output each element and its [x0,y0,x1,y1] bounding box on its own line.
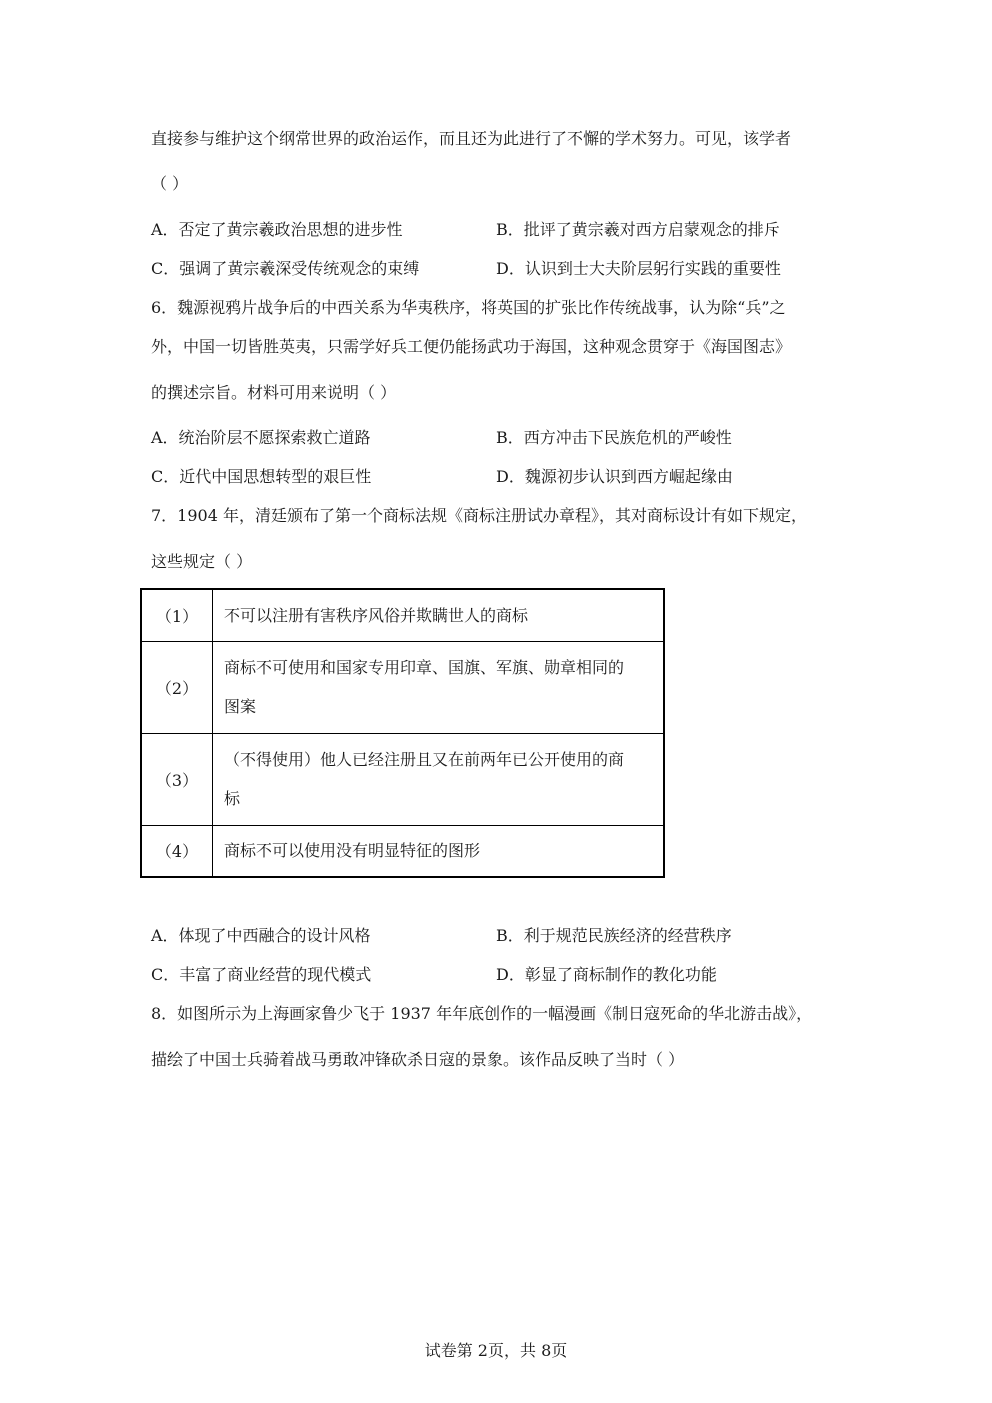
q6-option-a[interactable]: A．统治阶层不愿探索救亡道路 [151,428,371,447]
q7-text-line-1: 7．1904 年，清廷颁布了第一个商标法规《商标注册试办章程》，其对商标设计有如下规定， [151,506,807,525]
rule-text [213,641,665,733]
q6-option-d[interactable]: D．魏源初步认识到西方崛起缘由 [496,467,733,486]
q7-option-a[interactable]: A．体现了中西融合的设计风格 [151,926,371,945]
q6-text-line-1: 6．魏源视鸦片战争后的中西关系为华夷秩序，将英国的扩张比作传统战事，认为除“兵”之 [151,298,786,317]
q8-text-line-2: 描绘了中国士兵骑着战马勇敢冲锋砍杀日寇的景象。该作品反映了当时（ ） [151,1050,685,1069]
table-row [141,733,664,825]
rule-text [213,733,665,825]
rule-number: （1） [141,589,213,641]
q7-option-c[interactable]: C．丰富了商业经营的现代模式 [151,965,372,984]
rule-text-line: （不得使用）他人已经注册且又在前两年已公开使用的商 [224,750,625,769]
q6-text-line-2: 外，中国一切皆胜英夷，只需学好兵工便仍能扬武功于海国，这种观念贯穿于《海国图志》 [151,337,792,356]
q6-text-line-3: 的撰述宗旨。材料可用来说明（ ） [151,383,397,402]
rule-number: （4） [141,825,213,877]
q7-text-line-2: 这些规定（ ） [151,552,253,571]
q5-option-d[interactable]: D．认识到士大夫阶层躬行实践的重要性 [496,259,781,278]
q8-text-line-1: 8．如图所示为上海画家鲁少飞于 1937 年年底创作的一幅漫画《制日寇死命的华北游击战》， [151,1004,813,1023]
rule-text [213,825,665,877]
q7-option-d[interactable]: D．彰显了商标制作的教化功能 [496,965,717,984]
rule-text-line: 图案 [224,697,257,716]
rule-text-line: 标 [224,789,241,808]
rule-text [213,589,665,641]
rule-text-line: 商标不可使用和国家专用印章、国旗、军旗、勋章相同的 [224,658,625,677]
table-row [141,825,664,877]
q6-option-c[interactable]: C．近代中国思想转型的艰巨性 [151,467,372,486]
q5-answer-blank: （ ） [151,174,189,193]
q5-option-a[interactable]: A．否定了黄宗羲政治思想的进步性 [151,220,403,239]
q6-option-b[interactable]: B．西方冲击下民族危机的严峻性 [496,428,732,447]
rule-text-line: 商标不可以使用没有明显特征的图形 [224,841,481,861]
q7-option-b[interactable]: B．利于规范民族经济的经营秩序 [496,926,732,945]
rule-number: （3） [141,733,213,825]
trademark-rules-table [140,588,665,878]
table-row [141,589,664,641]
rule-number: （2） [141,641,213,733]
rule-text-line: 不可以注册有害秩序风俗并欺瞒世人的商标 [224,605,529,625]
table-row [141,641,664,733]
page-footer: 试卷第 2页，共 8页 [424,1341,568,1360]
q5-option-b[interactable]: B．批评了黄宗羲对西方启蒙观念的排斥 [496,220,780,239]
q5-text-line: 直接参与维护这个纲常世界的政治运作，而且还为此进行了不懈的学术努力。可见，该学者 [151,129,792,148]
q5-option-c[interactable]: C．强调了黄宗羲深受传统观念的束缚 [151,259,420,278]
